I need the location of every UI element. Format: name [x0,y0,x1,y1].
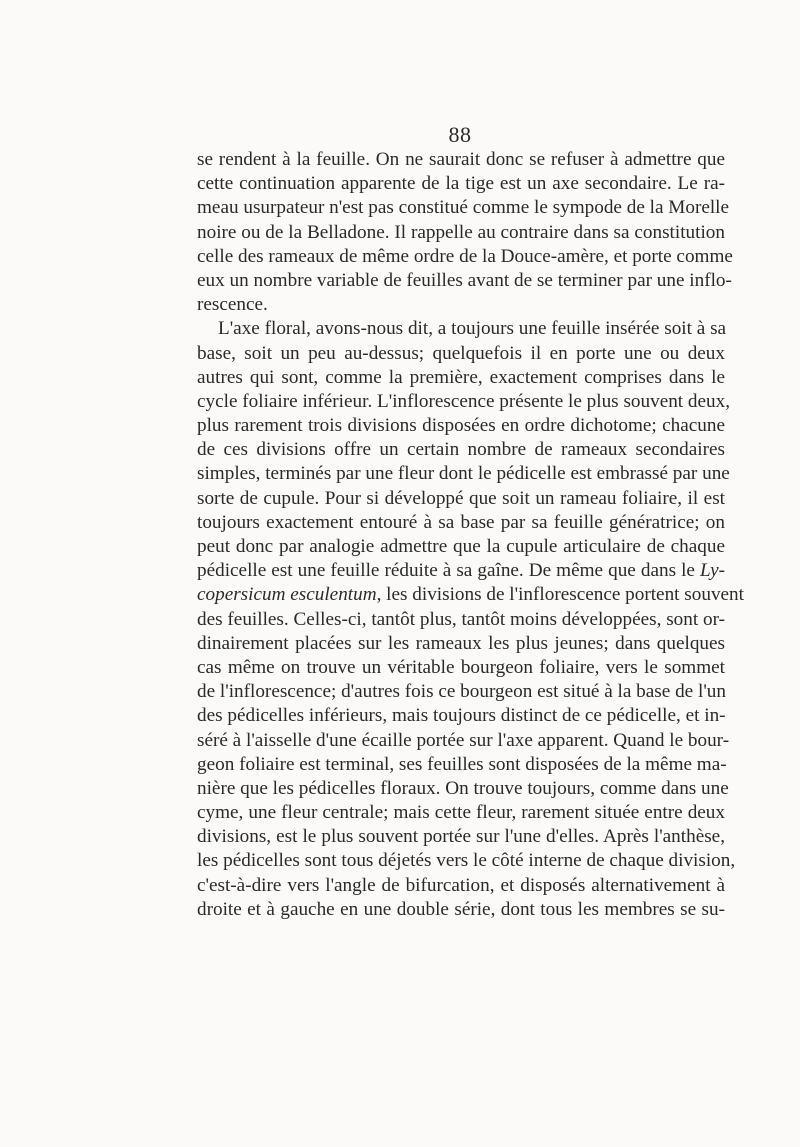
text-line: les pédicelles sont tous déjetés vers le côté interne de chaque division, [197,850,736,872]
text-line: divisions, est le plus souvent portée sur l'une d'elles. Après l'anthèse, [197,826,725,848]
text-line: geon foliaire est terminal, ses feuilles sont disposées de la même ma- [197,753,727,775]
text-line: des pédicelles inférieurs, mais toujours distinct de ce pédicelle, et in- [197,705,726,727]
text-line-with-italic [197,583,744,607]
text-line: cette continuation apparente de la tige est un axe secondaire. Le ra- [197,173,725,195]
text-line: se rendent à la feuille. On ne saurait donc se refuser à admettre que [197,149,725,170]
text-line: simples, terminés par une fleur dont le pédicelle est embrassé par une [197,463,730,485]
text-line-with-italic [197,559,725,583]
body-text [197,148,744,922]
text-line: autres qui sont, comme la première, exactement comprises dans le [197,366,725,388]
text-line: plus rarement trois divisions disposées en ordre dichotome; chacune [197,415,725,437]
page-number: 88 [448,122,472,147]
line-text: , les divisions de l'inflorescence portent souvent [376,584,744,606]
text-line: cycle foliaire inférieur. L'inflorescence présente le plus souvent deux, [197,390,731,412]
text-line: nière que les pédicelles floraux. On trouve toujours, comme dans une [197,777,729,799]
text-line: de ces divisions offre un certain nombre de rameaux secondaires [197,439,725,461]
text-line: peut donc par analogie admettre que la cupule articulaire de chaque [197,536,725,557]
italic-species-name: copersicum esculentum [197,584,377,606]
text-line: eux un nombre variable de feuilles avant de se terminer par une inflo- [197,269,732,291]
text-line: cas même on trouve un véritable bourgeon foliaire, vers le sommet [197,656,725,678]
text-line: noire ou de la Belladone. Il rappelle au contraire dans sa constitution [197,221,725,243]
text-line: c'est-à-dire vers l'angle de bifurcation, et disposés alternativement à [197,874,725,896]
text-line: meau usurpateur n'est pas constitué comme le sympode de la Morelle [197,197,730,219]
text-line: des feuilles. Celles-ci, tantôt plus, tantôt moins développées, sont or- [197,608,725,630]
text-line: de l'inflorescence; d'autres fois ce bourgeon est situé à la base de l'un [197,681,726,703]
text-line: dinairement placées sur les rameaux les plus jeunes; dans quelques [197,632,725,654]
paragraph-start-line: L'axe floral, avons-nous dit, a toujours une feuille insérée soit à sa [218,318,727,340]
text-line: séré à l'aisselle d'une écaille portée sur l'axe apparent. Quand le bour- [197,729,730,751]
italic-species-name-part: Ly- [699,560,725,582]
text-line: base, soit un peu au-dessus; quelquefois il en porte une ou deux [197,342,725,364]
text-line: celle des rameaux de même ordre de la Douce-amère, et porte comme [197,245,733,267]
text-line: droite et à gauche en une double série, dont tous les membres se su- [197,898,725,920]
text-line: sorte de cupule. Pour si développé que soit un rameau foliaire, il est [197,487,725,509]
text-line: cyme, une fleur centrale; mais cette fleur, rarement située entre deux [197,802,725,824]
text-line: toujours exactement entouré à sa base par sa feuille génératrice; on [197,511,725,533]
line-text: pédicelle est une feuille réduite à sa gaîne. De même que dans le [197,560,695,582]
text-line: rescence. [197,294,268,316]
